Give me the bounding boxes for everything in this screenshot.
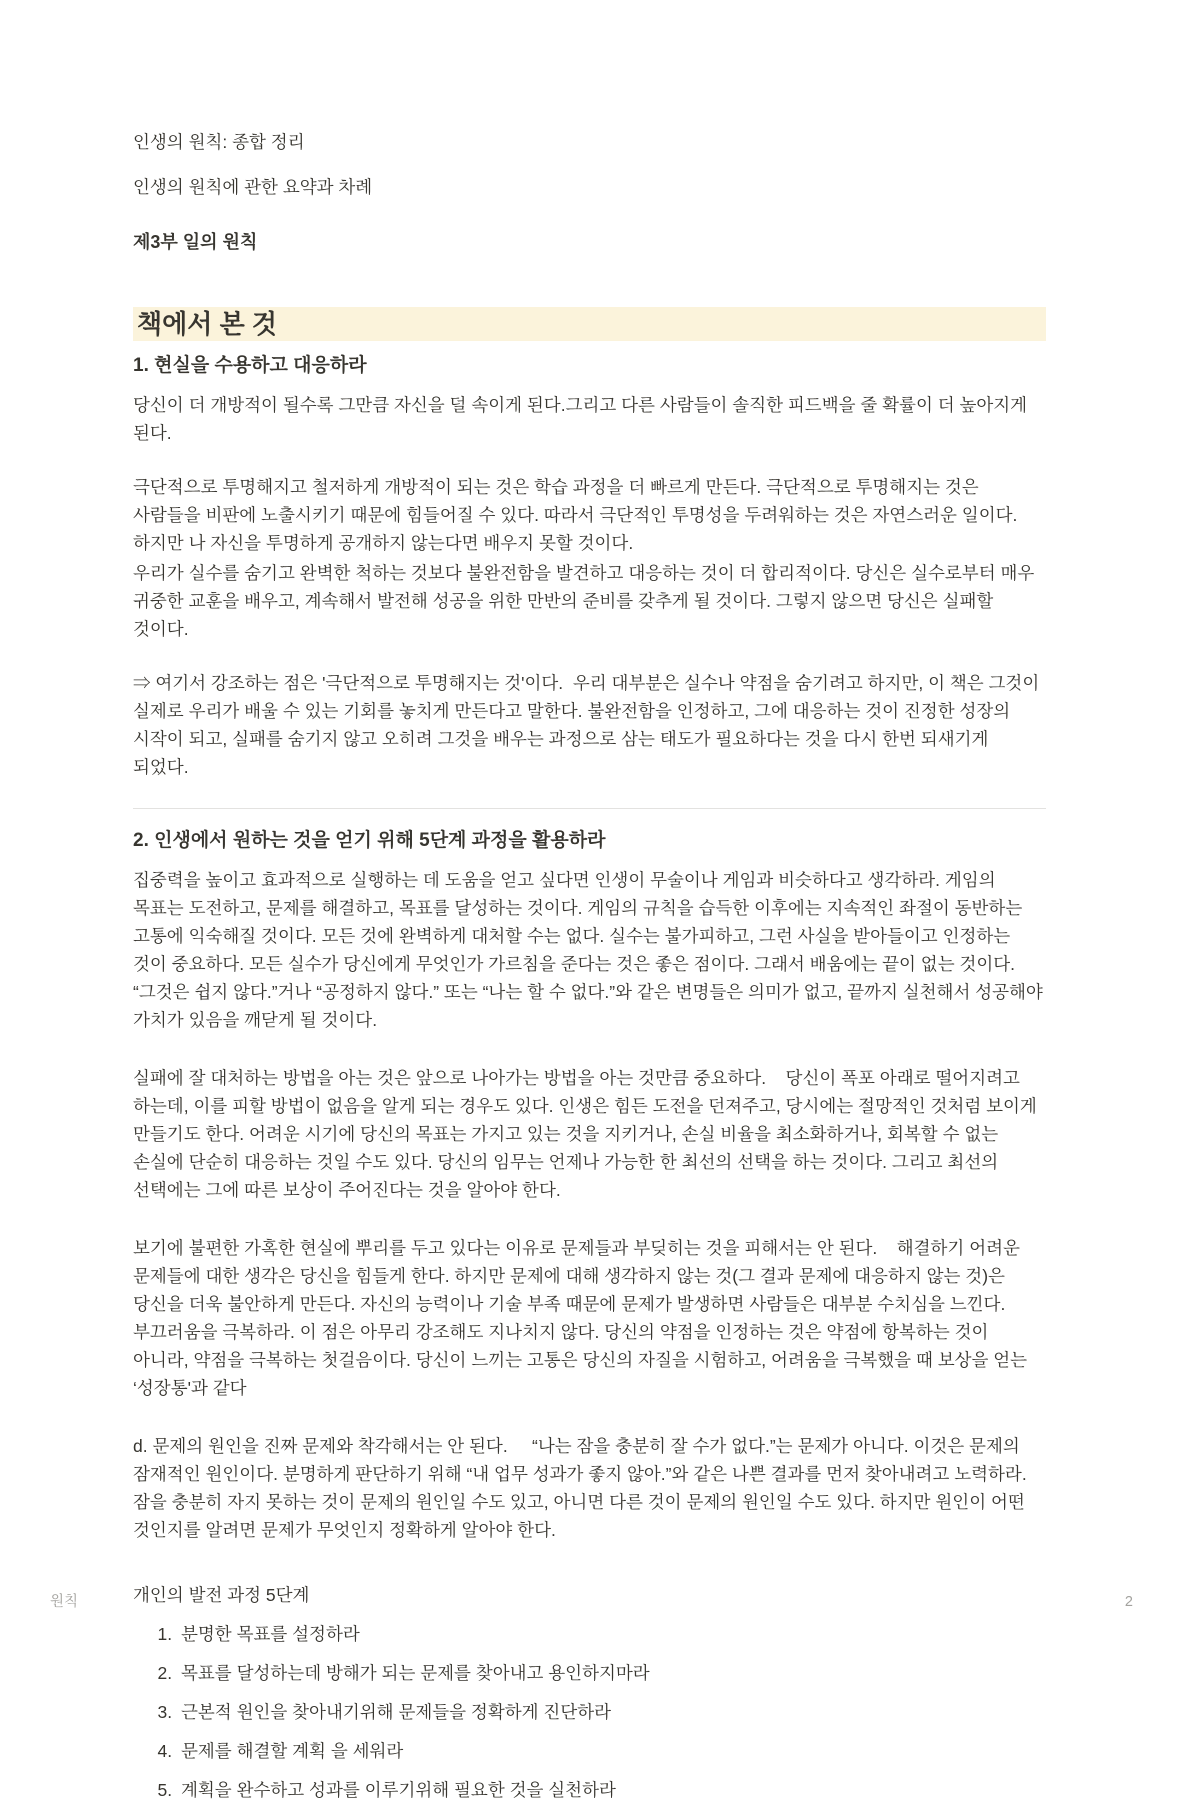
list-item: 3. 근본적 원인을 찾아내기위해 문제들을 정확하게 진단하라 bbox=[177, 1698, 1046, 1726]
doc-subtitle: 인생의 원칙에 관한 요약과 차례 bbox=[133, 177, 373, 197]
page-number: 2 bbox=[1124, 1594, 1133, 1610]
part-heading: 제3부 일의 원칙 bbox=[133, 232, 258, 252]
section2-paragraph-4: d. 문제의 원인을 진짜 문제와 착각해서는 안 된다. “나는 잠을 충분히 잘 수가 없다.”는 문제가 아니다. 이것은 문제의 잠재적인 원인이다. 분명하게 판단하기 위해 “내 업무 성과가 좋지 않아.”와 같은 나쁜 결과를 먼저 찾아내려고 노력하라. 잠을 충분히 자지 못하는 것이 문제의 원인일 수도 있고, 아니면 다른 것이 문제의 원인일 수도 있다. 하지만 원인이 어떤 것인지를 알려면 문제가 무엇인지 정확하게 알아야 한다. bbox=[133, 1436, 1032, 1540]
section1-paragraph-1: 당신이 더 개방적이 될수록 그만큼 자신을 덜 속이게 된다.그리고 다른 사람들이 솔직한 피드백을 줄 확률이 더 높아지게 된다. bbox=[133, 395, 1032, 443]
section2-paragraph-1: 집중력을 높이고 효과적으로 실행하는 데 도움을 얻고 싶다면 인생이 무술이나 게임과 비슷하다고 생각하라. 게임의 목표는 도전하고, 문제를 해결하고, 목표를 달성하는 것이다. 게임의 규칙을 습득한 이후에는 지속적인 좌절이 동반하는 고통에 익숙해질 것이다. 모든 것에 완벽하게 대처할 수는 없다. 실수는 불가피하고, 그런 사실을 받아들이고 인정하는 것이 중요하다. 모든 실수가 당신에게 무엇인가 가르침을 준다는 것은 좋은 점이다. 그래서 배움에는 끝이 없는 것이다. “그것은 쉽지 않다.”거나 “공정하지 않다.” 또는 “나는 할 수 없다.”와 같은 변명들은 의미가 없고, 끝까지 실천해서 성공해야 가치가 있음을 깨닫게 될 것이다. bbox=[133, 870, 1048, 1030]
section-divider bbox=[133, 808, 1046, 809]
page-footer bbox=[50, 1592, 1133, 1612]
footer-doc-label: 원칙 bbox=[50, 1594, 79, 1610]
list-title: 개인의 발전 과정 5단계 bbox=[133, 1585, 310, 1605]
section2-heading: 2. 인생에서 원하는 것을 얻기 위해 5단계 과정을 활용하라 bbox=[133, 830, 606, 851]
section2-paragraph-3: 보기에 불편한 가혹한 현실에 뿌리를 두고 있다는 이유로 문제들과 부딪히는 것을 피해서는 안 된다. 해결하기 어려운 문제들에 대한 생각은 당신을 힘들게 한다. 하지만 문제에 대해 생각하지 않는 것(그 결과 문제에 대응하지 않는 것)은 당신을 더욱 불안하게 만든다. 자신의 능력이나 기술 부족 때문에 문제가 발생하면 사람들은 대부분 수치심을 느낀다. 부끄러움을 극복하라. 이 점은 아무리 강조해도 지나치지 않다. 당신의 약점을 인정하는 것은 약점에 항복하는 것이 아니라, 약점을 극복하는 첫걸음이다. 당신이 느끼는 고통은 당신의 자질을 시험하고, 어려움을 극복했을 때 보상을 얻는 ‘성장통'과 같다 bbox=[133, 1238, 1032, 1398]
section1-paragraph-3: 우리가 실수를 숨기고 완벽한 척하는 것보다 불완전함을 발견하고 대응하는 것이 더 합리적이다. 당신은 실수로부터 매우 귀중한 교훈을 배우고, 계속해서 발전해 성공을 위한 만반의 준비를 갖추게 될 것이다. 그렇지 않으면 당신은 실패할 것이다. bbox=[133, 563, 1040, 639]
highlighted-section-heading: 책에서 본 것 bbox=[133, 307, 1046, 341]
document-content bbox=[133, 128, 1046, 1815]
development-steps-list bbox=[133, 1620, 1046, 1804]
list-item: 4. 문제를 해결할 계획 을 세워라 bbox=[177, 1737, 1046, 1765]
list-item: 1. 분명한 목표를 설정하라 bbox=[177, 1620, 1046, 1648]
section1-paragraph-4: ⇒ 여기서 강조하는 점은 '극단적으로 투명해지는 것'이다. 우리 대부분은 실수나 약점을 숨기려고 하지만, 이 책은 그것이 실제로 우리가 배울 수 있는 기회를 놓치게 만든다고 말한다. 불완전함을 인정하고, 그에 대응하는 것이 진정한 성장의 시작이 되고, 실패를 숨기지 않고 오히려 그것을 배우는 과정으로 삼는 태도가 필요하다는 것을 다시 한번 되새기게 되었다. bbox=[133, 673, 1045, 777]
section2-paragraph-2: 실패에 잘 대처하는 방법을 아는 것은 앞으로 나아가는 방법을 아는 것만큼 중요하다. 당신이 폭포 아래로 떨어지려고 하는데, 이를 피할 방법이 없음을 알게 되는 경우도 있다. 인생은 힘든 도전을 던져주고, 당시에는 절망적인 것처럼 보이게 만들기도 한다. 어려운 시기에 당신의 목표는 가지고 있는 것을 지키거나, 손실 비율을 최소화하거나, 회복할 수 없는 손실에 단순히 대응하는 것일 수도 있다. 당신의 임무는 언제나 가능한 한 최선의 선택을 하는 것이다. 그리고 최선의 선택에는 그에 따른 보상이 주어진다는 것을 알아야 한다. bbox=[133, 1068, 1042, 1200]
section1-heading: 1. 현실을 수용하고 대응하라 bbox=[133, 355, 367, 376]
list-item: 2. 목표를 달성하는데 방해가 되는 문제를 찾아내고 용인하지마라 bbox=[177, 1659, 1046, 1687]
list-item: 5. 계획을 완수하고 성과를 이루기위해 필요한 것을 실천하라 bbox=[177, 1776, 1046, 1804]
section1-paragraph-2: 극단적으로 투명해지고 철저하게 개방적이 되는 것은 학습 과정을 더 빠르게 만든다. 극단적으로 투명해지는 것은 사람들을 비판에 노출시키기 때문에 힘들어질 수 있다. 따라서 극단적인 투명성을 두려워하는 것은 자연스러운 일이다. 하지만 나 자신을 투명하게 공개하지 않는다면 배우지 못할 것이다. bbox=[133, 477, 1023, 553]
doc-title: 인생의 원칙: 종합 정리 bbox=[133, 132, 305, 152]
